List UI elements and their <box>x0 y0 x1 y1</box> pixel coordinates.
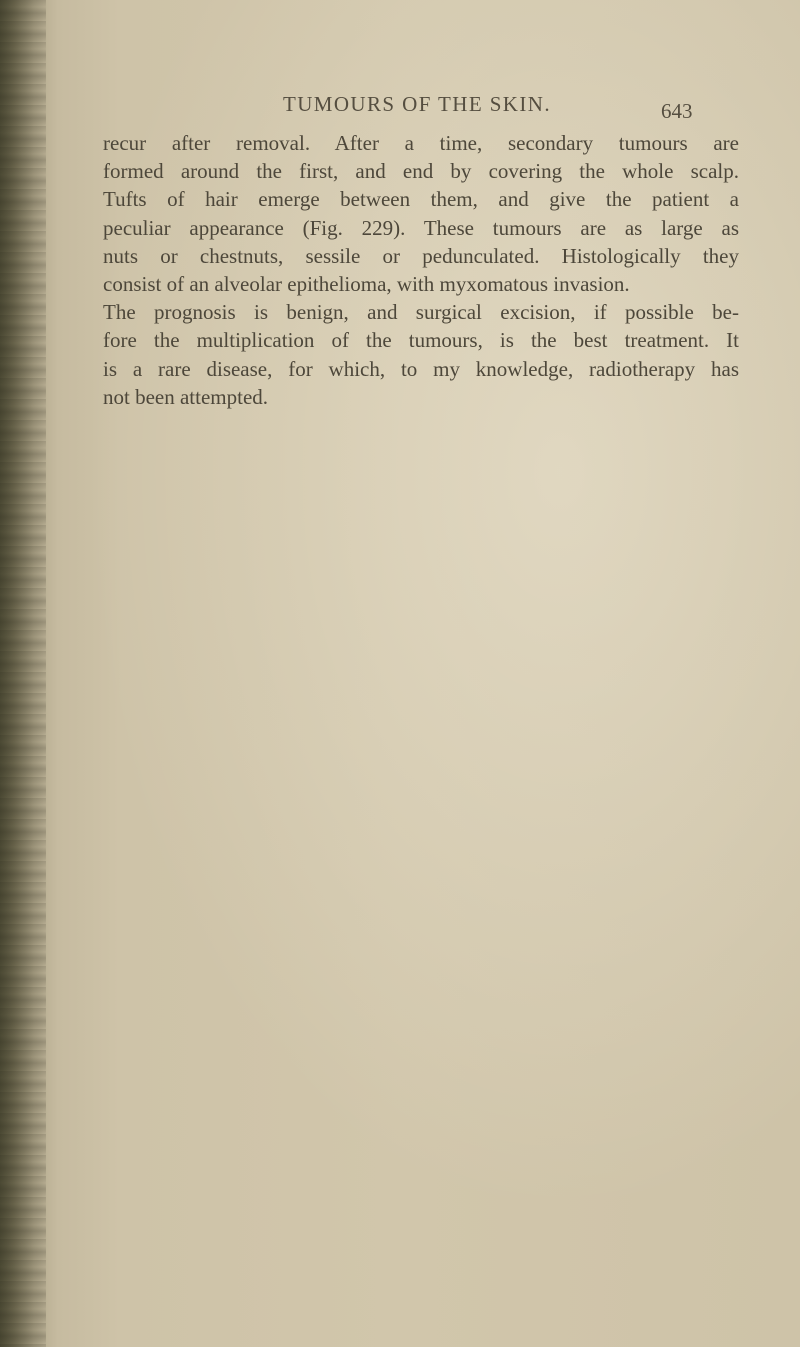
body-text <box>103 129 739 411</box>
text-line: not been attempted. <box>103 384 269 409</box>
text-line: nuts or chestnuts, sessile or pedunculated. Histologically they <box>103 243 739 268</box>
text-line: consist of an alveolar epithelioma, with myxomatous invasion. <box>103 272 630 297</box>
page-number: 643 <box>661 99 693 123</box>
running-title: TUMOURS OF THE SKIN. <box>283 92 551 116</box>
text-line: The prognosis is benign, and surgical excision, if possible be- <box>103 300 739 325</box>
text-line: Tufts of hair emerge between them, and give the patient a <box>103 187 739 212</box>
text-line: formed around the first, and end by covering the whole scalp. <box>103 159 739 184</box>
text-line: is a rare disease, for which, to my knowledge, radiotherapy has <box>103 356 739 381</box>
text-line: peculiar appearance (Fig. 229). These tumours are as large as <box>103 215 739 240</box>
binding-gutter <box>0 0 46 1347</box>
text-line: fore the multiplication of the tumours, is the best treatment. It <box>103 328 739 353</box>
text-line: recur after removal. After a time, secondary tumours are <box>103 131 739 155</box>
